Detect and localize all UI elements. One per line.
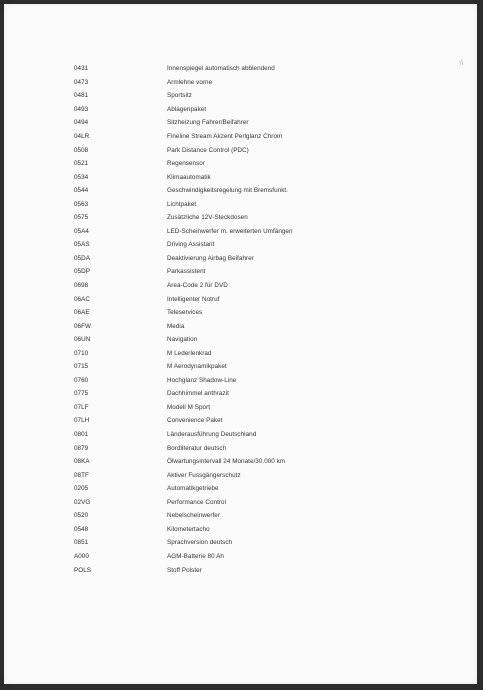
option-row [74, 387, 374, 401]
option-description: Bordliteratur deutsch [167, 444, 227, 452]
option-description: Deaktivierung Airbag Beifahrer [167, 254, 254, 262]
option-row [74, 550, 374, 564]
option-description: Driving Assistant [167, 241, 215, 249]
option-row [74, 496, 374, 510]
option-row [74, 143, 374, 157]
option-row [74, 536, 374, 550]
option-row [74, 292, 374, 306]
option-code: 05A4 [74, 227, 89, 235]
option-code: 0493 [74, 105, 89, 113]
option-description: Park Distance Control (PDC) [167, 146, 249, 154]
option-description: Dachhimmel anthrazit [167, 390, 229, 398]
option-row [74, 319, 374, 333]
option-row [74, 103, 374, 117]
option-row [74, 170, 374, 184]
option-description: M Lederlenkrad [167, 349, 212, 357]
margin-mark: ıl [458, 57, 464, 68]
option-code: 05DP [74, 268, 90, 276]
option-code: POLS [74, 566, 91, 574]
option-code: 0544 [74, 187, 89, 195]
option-code: 0494 [74, 119, 89, 127]
option-code: 06AE [74, 309, 90, 317]
option-row [74, 455, 374, 469]
option-description: Regensensor [167, 160, 206, 168]
option-code: 0715 [74, 363, 89, 371]
option-description: Ablagenpaket [167, 105, 207, 113]
option-description: Armlehne vorne [167, 78, 213, 86]
option-description: Convenience Paket [167, 417, 223, 425]
option-description: Sprachversion deutsch [167, 539, 233, 547]
option-description: Länderausführung Deutschland [167, 431, 257, 439]
option-row [74, 130, 374, 144]
option-description: Navigation [167, 336, 198, 344]
option-description: Automatikgetriebe [167, 485, 219, 493]
option-row [74, 252, 374, 266]
option-description: Nebelscheinwerfer [167, 512, 220, 520]
option-description: Parkassistent [167, 268, 206, 276]
option-code: 0481 [74, 92, 89, 100]
option-row [74, 428, 374, 442]
option-row [74, 197, 374, 211]
option-code: 0508 [74, 146, 89, 154]
option-code: 05AS [74, 241, 90, 249]
option-row [74, 62, 374, 76]
option-description: Stoff Polster [167, 566, 202, 574]
option-code: 0710 [74, 349, 89, 357]
option-code: 0520 [74, 512, 89, 520]
option-row [74, 265, 374, 279]
option-code: 0548 [74, 525, 89, 533]
option-code: 0521 [74, 160, 89, 168]
option-row [74, 157, 374, 171]
option-row [74, 523, 374, 537]
option-description: Intelligenter Notruf [167, 295, 220, 303]
option-code: 06FW [74, 322, 91, 330]
option-description: Innenspiegel automatisch abblendend [167, 65, 275, 73]
option-description: Lichtpaket [167, 200, 197, 208]
option-row [74, 468, 374, 482]
option-code: 0801 [74, 431, 89, 439]
option-code: 0431 [74, 65, 89, 73]
option-description: Performance Control [167, 498, 227, 506]
option-description: Klimaautomatik [167, 173, 211, 181]
option-row [74, 509, 374, 523]
option-description: Kilometertacho [167, 525, 210, 533]
option-code: 0563 [74, 200, 89, 208]
option-code: 04LR [74, 133, 90, 140]
option-code: 0879 [74, 444, 89, 452]
option-row [74, 225, 374, 239]
option-description: Ölwartungsintervall 24 Monate/30.000 km [167, 458, 286, 466]
option-row [74, 89, 374, 103]
option-code: 0775 [74, 390, 89, 398]
option-row [74, 76, 374, 90]
option-row [74, 184, 374, 198]
option-description: Fineline Stream Akzent Perlglanz Chrom [167, 133, 283, 140]
option-row [74, 414, 374, 428]
option-description: Sportsitz [167, 92, 192, 100]
option-code: 07LH [74, 417, 90, 425]
option-description: Area-Code 2 für DVD [167, 282, 228, 290]
option-description: Teleservices [167, 309, 203, 317]
option-row [74, 238, 374, 252]
option-description: Aktiver Fussgängerschutz [167, 471, 241, 479]
option-description: Hochglanz Shadow-Line [167, 376, 237, 384]
option-code: 06AC [74, 295, 90, 303]
option-code: 0575 [74, 214, 89, 222]
document-page [4, 4, 477, 684]
option-code: 0698 [74, 282, 89, 290]
option-description: Sitzheizung Fahrer/Beifahrer [167, 119, 249, 127]
option-code: 0851 [74, 539, 89, 547]
option-code: 05DA [74, 254, 90, 262]
option-description: AGM-Batterie 80 Ah [167, 552, 224, 560]
option-row [74, 306, 374, 320]
option-code: 07LF [74, 403, 89, 411]
option-row [74, 401, 374, 415]
option-row [74, 482, 374, 496]
option-code: 0473 [74, 78, 89, 86]
option-description: Modell M Sport [167, 403, 211, 411]
option-code: 0760 [74, 376, 89, 384]
option-code: 0205 [74, 485, 89, 493]
option-code: A000 [74, 552, 89, 560]
option-description: Media [167, 322, 185, 330]
option-code: 08TF [74, 471, 89, 479]
option-code: 0534 [74, 173, 89, 181]
option-list [74, 62, 374, 577]
option-description: M Aerodynamikpaket [167, 363, 227, 371]
option-description: LED-Scheinwerfer m. erweiterten Umfängen [167, 227, 293, 235]
option-row [74, 441, 374, 455]
option-row [74, 116, 374, 130]
option-row [74, 563, 374, 577]
option-row [74, 360, 374, 374]
option-row [74, 333, 374, 347]
option-code: 06UN [74, 336, 91, 344]
option-row [74, 211, 374, 225]
option-description: Geschwindigkeitsregelung mit Bremsfunkt. [167, 187, 288, 195]
option-code: 02VG [74, 498, 91, 506]
option-row [74, 346, 374, 360]
option-description: Zusätzliche 12V-Steckdosen [167, 214, 248, 222]
option-row [74, 279, 374, 293]
option-code: 08KA [74, 458, 90, 466]
option-row [74, 374, 374, 388]
